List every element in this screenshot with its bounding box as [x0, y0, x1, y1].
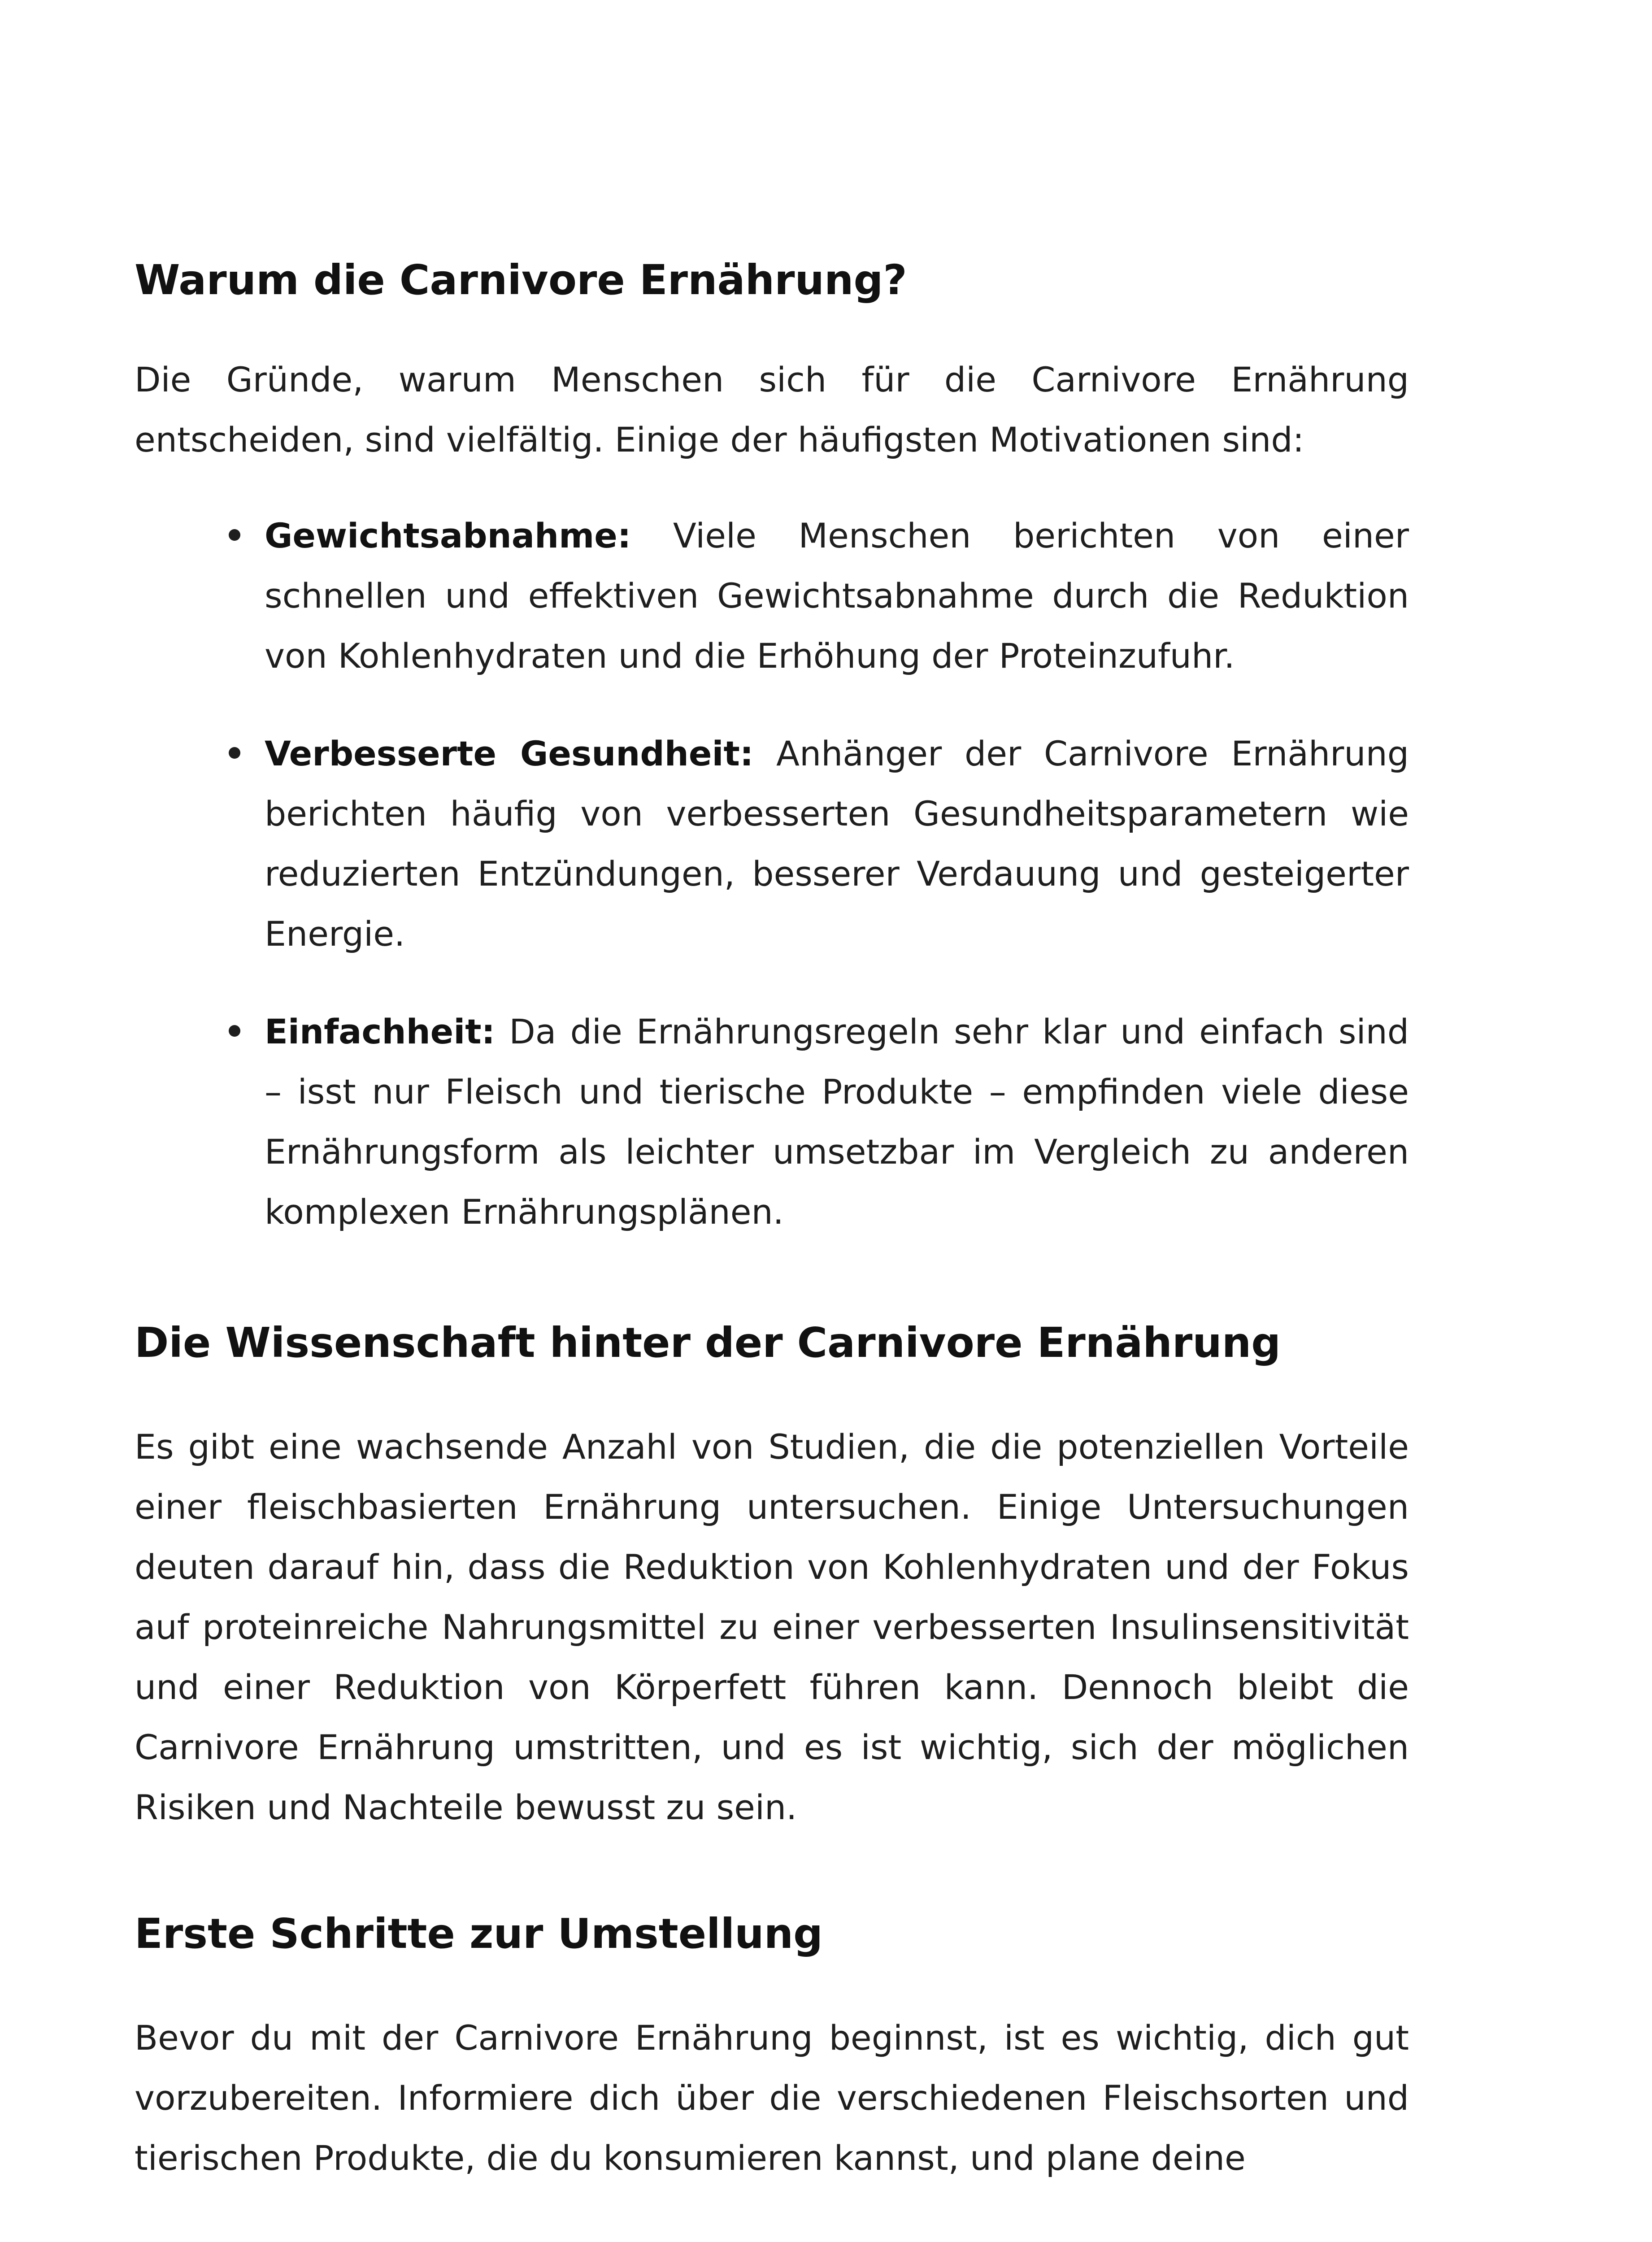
- list-item-term: Einfachheit:: [265, 1012, 496, 1051]
- page-content: [135, 251, 1409, 2188]
- list-item: [135, 1002, 1409, 1242]
- bullet-icon: [229, 1025, 240, 1037]
- section-heading-why-carnivore: Warum die Carnivore Ernährung?: [135, 256, 907, 304]
- first-steps-paragraph: Bevor du mit der Carnivore Ernährung beginnst, ist es wichtig, dich gut vorzubereiten. Informiere dich über die verschiedenen Fleischsorten und tierischen Produkte, die du konsumieren kannst, und plane deine: [135, 2018, 1409, 2178]
- bullet-icon: [229, 529, 240, 541]
- list-item: [135, 724, 1409, 964]
- list-item-text: Viele Menschen berichten von einer schnellen und effektiven Gewichtsabnahme durch die Reduktion von Kohlenhydraten und die Erhöhung der Proteinzufuhr.: [265, 516, 1409, 676]
- list-item-term: Verbesserte Gesundheit:: [265, 734, 754, 773]
- list-item: [135, 506, 1409, 686]
- section-intro-paragraph: Die Gründe, warum Menschen sich für die Carnivore Ernährung entscheiden, sind vielfältig. Einige der häufigsten Motivationen sind:: [135, 360, 1409, 460]
- motivations-list: [135, 506, 1409, 1242]
- section-heading-first-steps: Erste Schritte zur Umstellung: [135, 1910, 823, 1958]
- list-item-text: Da die Ernährungsregeln sehr klar und einfach sind – isst nur Fleisch und tierische Produkte – empfinden viele diese Ernährungsform als leichter umsetzbar im Vergleich zu anderen komplexen Ernährungsplänen.: [265, 1012, 1409, 1232]
- list-item-term: Gewichtsabnahme:: [265, 516, 631, 556]
- science-paragraph: Es gibt eine wachsende Anzahl von Studien, die die potenziellen Vorteile einer fleischbasierten Ernährung untersuchen. Einige Untersuchungen deuten darauf hin, dass die Reduktion von Kohlenhydraten und der Fokus auf proteinreiche Nahrungsmittel zu einer verbesserten Insulinsensitivität und einer Reduktion von Körperfett führen kann. Dennoch bleibt die Carnivore Ernährung umstritten, und es ist wichtig, sich der möglichen Risiken und Nachteile bewusst zu sein.: [135, 1427, 1409, 1827]
- bullet-icon: [229, 747, 240, 759]
- section-heading-science: Die Wissenschaft hinter der Carnivore Ernährung: [135, 1319, 1281, 1367]
- list-item-text: Anhänger der Carnivore Ernährung berichten häufig von verbesserten Gesundheitsparametern wie reduzierten Entzündungen, besserer Verdauung und gesteigerter Energie.: [265, 734, 1409, 954]
